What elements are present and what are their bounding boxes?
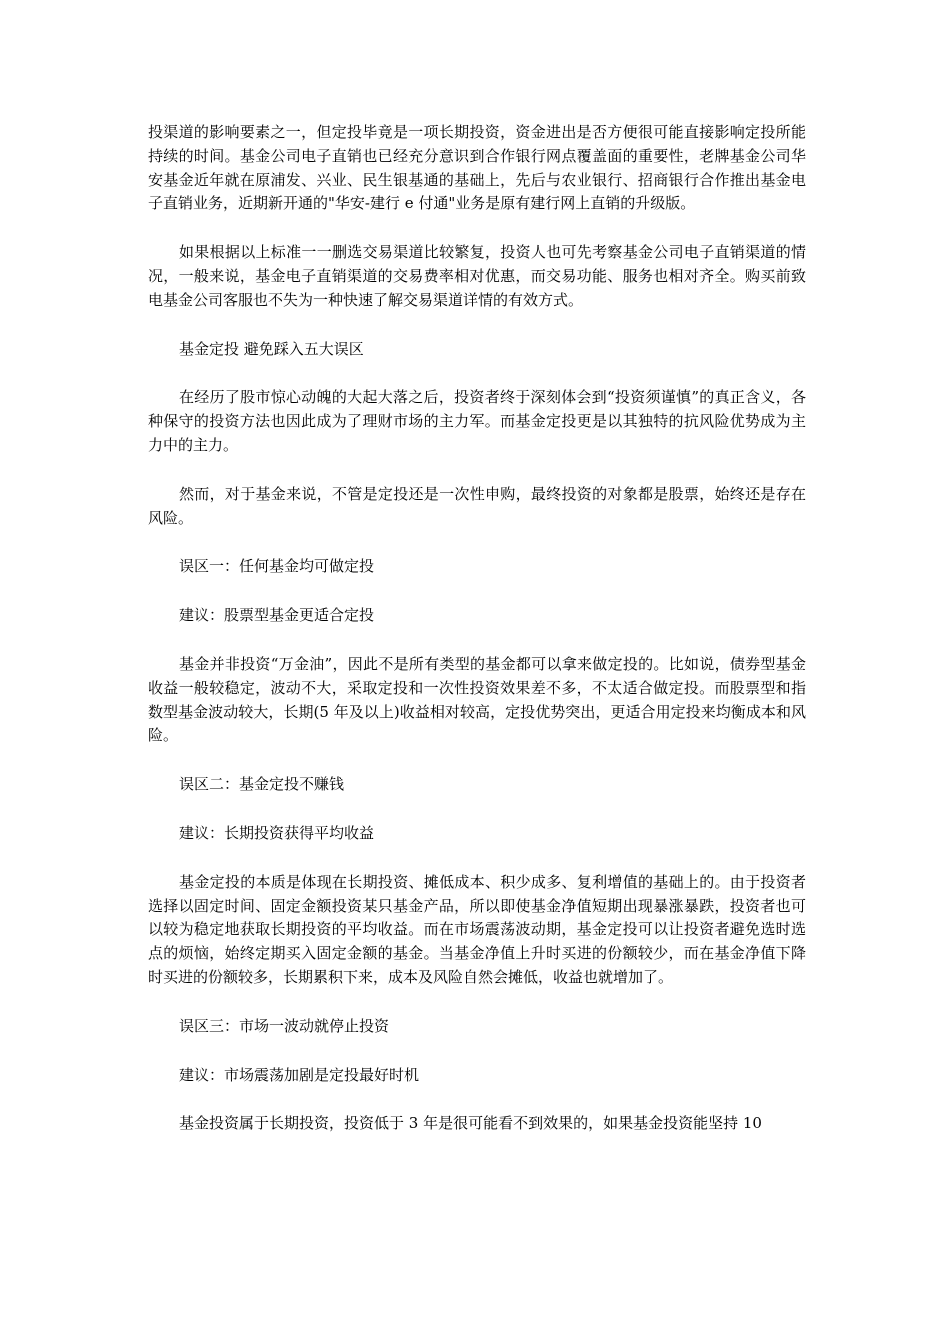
paragraph-5: 然而，对于基金来说，不管是定投还是一次性申购，最终投资的对象都是股票，始终还是存在风险。	[148, 484, 806, 527]
suggestion-2-heading: 建议：长期投资获得平均收益	[179, 823, 375, 842]
misconception-3-heading: 误区三：市场一波动就停止投资	[179, 1016, 390, 1035]
suggestion-3-heading: 建议：市场震荡加剧是定投最好时机	[179, 1065, 420, 1084]
misconception-1-heading: 误区一：任何基金均可做定投	[179, 557, 375, 576]
suggestion-1-heading: 建议：股票型基金更适合定投	[179, 606, 375, 625]
paragraph-2: 如果根据以上标准一一删选交易渠道比较繁复，投资人也可先考察基金公司电子直销渠道的情况，一般来说，基金电子直销渠道的交易费率相对优惠，而交易功能、服务也相对齐全。购买前致电基金公司客服也不失为一种快速了解交易渠道详情的有效方式。	[148, 243, 806, 309]
paragraph-4: 在经历了股市惊心动魄的大起大落之后，投资者终于深刻体会到“投资须谨慎”的真正含义，各种保守的投资方法也因此成为了理财市场的主力军。而基金定投更是以其独特的抗风险优势成为主力中的主力。	[148, 388, 806, 454]
paragraph-11: 基金定投的本质是体现在长期投资、摊低成本、积少成多、复利增值的基础上的。由于投资者选择以固定时间、固定金额投资某只基金产品，所以即使基金净值短期出现暴涨暴跌，投资者也可以较为稳定地获取长期投资的平均收益。而在市场震荡波动期，基金定投可以让投资者避免选时选点的烦恼，始终定期买入固定金额的基金。当基金净值上升时买进的份额较少，而在基金净值下降时买进的份额较多，长期累积下来，成本及风险自然会摊低，收益也就增加了。	[148, 872, 806, 986]
misconception-2-heading: 误区二：基金定投不赚钱	[179, 775, 345, 794]
section-heading: 基金定投 避免踩入五大误区	[179, 339, 364, 358]
paragraph-8: 基金并非投资“万金油”，因此不是所有类型的基金都可以拿来做定投的。比如说，债券型基金收益一般较稳定，波动不大，采取定投和一次性投资效果差不多，不太适合做定投。而股票型和指数型基金波动较大，长期(5 年及以上)收益相对较高，定投优势突出，更适合用定投来均衡成本和风险。	[148, 654, 806, 745]
document-body	[148, 121, 806, 1161]
paragraph-14: 基金投资属于长期投资，投资低于 3 年是很可能看不到效果的，如果基金投资能坚持 10	[179, 1114, 762, 1133]
paragraph-1: 投渠道的影响要素之一，但定投毕竟是一项长期投资，资金进出是否方便很可能直接影响定投所能持续的时间。基金公司电子直销也已经充分意识到合作银行网点覆盖面的重要性，老牌基金公司华安基金近年就在原浦发、兴业、民生银基通的基础上，先后与农业银行、招商银行合作推出基金电子直销业务，近期新开通的"华安-建行 e 付通"业务是原有建行网上直销的升级版。	[148, 123, 806, 213]
